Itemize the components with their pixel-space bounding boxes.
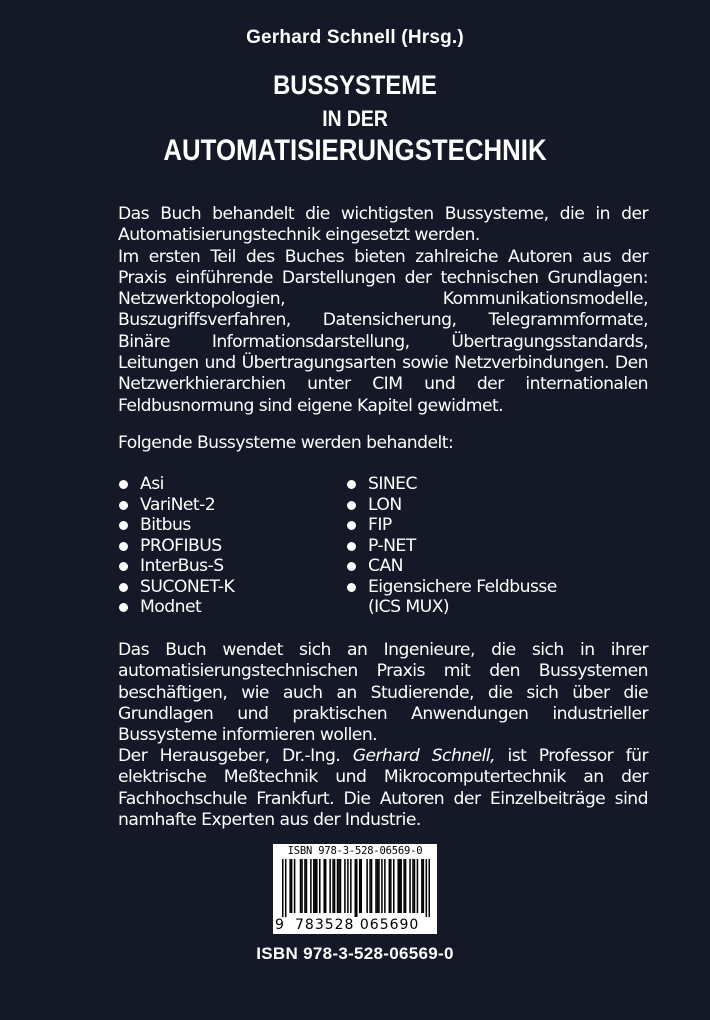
bullet-icon [119,501,128,510]
editor-bio-paragraph [118,746,648,831]
barcode-bar [390,859,392,913]
barcode-bar [366,859,368,913]
bus-list-item [118,495,234,516]
barcode-bar [400,859,402,913]
bus-list-item [346,515,557,536]
bullet-icon [347,480,356,489]
bullet-icon [347,562,356,571]
bus-list-item [118,474,234,495]
bus-list-item [346,597,557,618]
barcode-bar [282,859,284,917]
barcode-bar [337,859,339,913]
description-block [118,204,648,417]
editor-name: Gerhard Schnell (Hrsg.) [246,27,464,48]
barcode-bar [304,859,306,913]
bus-list-item [118,515,234,536]
barcode-bar [313,859,315,913]
bus-list-item [118,536,234,557]
barcode-bar [355,859,357,917]
barcode-bar [375,859,377,913]
bus-list-item [118,577,234,598]
barcode-bar [350,859,352,913]
editor-bio-after: ist Professor für elektrische Meßtechnik und Mikrocomputertechnik an der Fachhochschule Frankfurt. Die Autoren der Einzelbeiträge sind namhafte Experten aus der Industrie. [118,746,648,830]
barcode-bar [294,859,296,913]
barcode-bar [397,859,399,913]
editor-bio-name: Gerhard Schnell, [352,746,496,766]
barcode-bar [329,859,331,913]
barcode-bar [359,859,361,913]
barcode-bar [291,859,293,913]
bullet-icon [119,521,128,530]
bus-list-item [346,495,557,516]
title-line-3: AUTOMATISIERUNGSTECHNIK [163,134,547,167]
barcode-bar [325,859,327,913]
barcode-bar [334,859,336,913]
barcode-bar [414,859,416,913]
audience-paragraph [118,640,648,746]
barcode-bar [399,859,401,913]
barcode-bar [417,859,419,913]
bus-list-item-label: FIP [368,515,392,535]
bullet-icon [119,562,128,571]
barcode-bar [356,859,358,917]
bus-list-item [346,556,557,577]
editor-bio-text [118,746,648,831]
bullet-icon [119,583,128,592]
barcode-bar [332,859,334,913]
barcode-bar [405,859,407,913]
barcode-bar [285,859,287,917]
bus-list-item-label: (ICS MUX) [368,597,450,617]
barcode-bar [315,859,317,913]
bullet-icon [347,521,356,530]
bus-list-item-label: SINEC [368,474,417,494]
bullet-icon [347,542,356,551]
bullet-icon [347,583,356,592]
bus-list-item-label: LON [368,494,402,515]
barcode-bar [412,859,414,913]
bullet-icon [347,501,356,510]
bus-list-item-label: P-NET [368,535,416,556]
barcode-bar [347,859,349,913]
barcode-bar [344,859,346,913]
barcode-bar [393,859,395,913]
barcode-bar [319,859,321,913]
bus-list-item-label: CAN [368,556,403,576]
barcode-box [273,844,437,934]
barcode-bar [338,859,340,913]
barcode-bar [310,859,312,913]
barcode-top-text: ISBN 978-3-528-06569-0 [287,845,423,857]
list-intro: Folgende Bussysteme werden behandelt: [118,433,454,453]
bus-list-item-label: InterBus-S [140,556,224,576]
barcode-bars [282,859,430,917]
barcode-bar [306,859,308,913]
bus-list-item-label: Modnet [140,597,202,617]
barcode-bar [403,859,405,913]
bus-list-item [118,556,234,577]
barcode-bar [340,859,342,913]
barcode-bar [371,859,373,913]
bus-list-item [346,474,557,495]
bullet-icon [119,542,128,551]
bus-list-item-label: Bitbus [140,515,191,535]
bus-list-item [118,597,234,618]
bus-list-item-label: Asi [140,474,164,494]
barcode-bar [389,859,391,913]
barcode-bar [426,859,428,917]
bus-list-item [346,577,557,598]
barcode-bar [384,859,386,913]
bus-list-item [346,536,557,557]
barcode-bar [289,859,291,913]
barcode-bar [360,859,362,913]
barcode-bar [429,859,430,917]
barcode-bar [377,859,379,913]
bus-list-left [118,474,234,618]
barcode-bar [301,859,303,913]
barcode-bar [378,859,380,913]
description-paragraph-2: Im ersten Teil des Buches bieten zahlreiche Autoren aus der Praxis einführende Darstellungen der technischen Grundlagen: Netzwerktopologien, Kommunikationsmodelle, Buszugriffsverfahren, Datensicherung, Telegrammformate, Binäre Informationsdarstellung, Übertragungsstandards, Leitungen und Übertragungsarten sowie Netzverbindungen. Den Netzwerkhierarchien unter CIM und der internationalen Feldbusnormung sind eigene Kapitel gewidmet. [118,246,648,416]
barcode-bar [369,859,371,913]
bus-list-item-label: VariNet-2 [140,494,216,515]
editor-bio-before: Der Herausgeber, Dr.-Ing. [118,746,353,766]
barcode-bar [421,859,423,913]
barcode-bar [409,859,411,913]
barcode-bar [316,859,318,913]
barcode-bar [323,859,325,913]
bullet-icon [119,603,128,612]
bullet-icon [119,480,128,489]
barcode-bar [381,859,383,913]
barcode-digit-groups: 783528 065690 [295,917,420,933]
bus-list-item-label: PROFIBUS [140,535,222,556]
bus-list-item-label: Eigensichere Feldbusse [368,576,557,597]
bus-list-right [346,474,557,618]
isbn-label: ISBN 978-3-528-06569-0 [256,944,454,963]
title-line-2: IN DER [322,106,388,131]
barcode-bar [423,859,425,913]
barcode-lead-digit: 9 [275,917,285,933]
title-line-1: BUSSYSTEME [273,70,437,100]
bus-list-item-label: SUCONET-K [140,576,235,597]
barcode-bar [300,859,302,913]
audience-text: Das Buch wendet sich an Ingenieure, die sich in ihrer automatisierungstechnischen Praxis mit den Bussystemen beschäftigen, wie auch an Studierende, die sich über die Grundlagen und praktischen Anwendungen industrieller Bussysteme informieren wollen. [118,640,648,746]
description-paragraph-1: Das Buch behandelt die wichtigsten Bussysteme, die in der Automatisierungstechnik eingesetzt werden. [118,204,648,246]
